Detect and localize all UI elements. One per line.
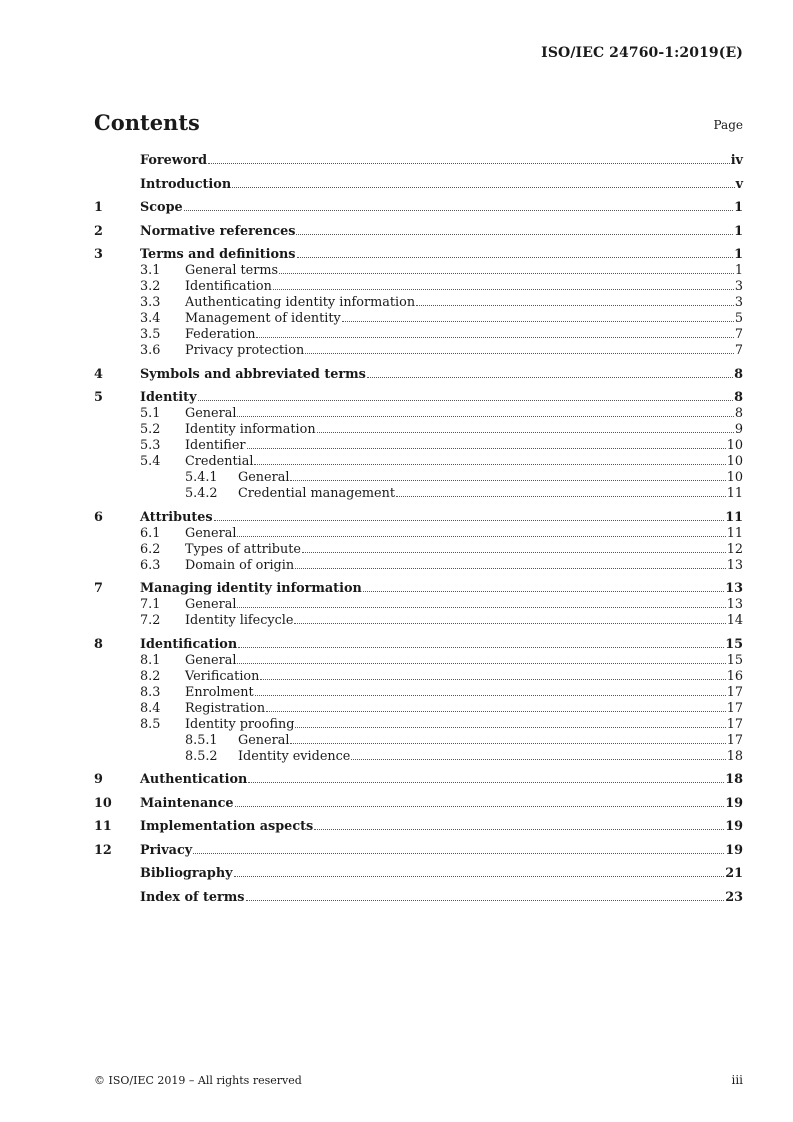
toc-entry-title: Identity	[140, 390, 197, 405]
toc-entry-number: 8.3	[140, 684, 161, 700]
toc-entry-title: General	[185, 525, 237, 541]
toc-entry[interactable]	[94, 343, 743, 359]
toc-entry-title: Normative references	[140, 223, 296, 239]
toc-entry[interactable]	[94, 486, 743, 502]
toc-entry[interactable]	[94, 558, 743, 574]
toc-entry-title: Maintenance	[140, 795, 234, 811]
toc-entry-title: Types of attribute	[185, 541, 301, 557]
toc-entry[interactable]	[94, 749, 743, 765]
toc-entry-number: 3.2	[140, 279, 161, 294]
toc-entry-number: 3	[94, 247, 103, 262]
dot-leader	[342, 321, 734, 322]
toc-entry-page: 8	[734, 390, 743, 405]
toc-entry[interactable]	[94, 772, 743, 788]
dot-leader	[254, 464, 725, 465]
toc-entry[interactable]	[94, 454, 743, 470]
toc-entry-page: 19	[725, 795, 743, 811]
toc-entry-page: 7	[734, 327, 743, 342]
dot-leader	[235, 806, 725, 807]
toc-entry[interactable]	[94, 526, 743, 542]
toc-entry-page: 9	[734, 422, 743, 437]
dot-leader	[256, 337, 733, 338]
toc-entry-page: 17	[726, 732, 743, 748]
toc-entry[interactable]	[94, 422, 743, 438]
toc-entry-number: 8.4	[140, 700, 161, 716]
dot-leader	[294, 623, 725, 624]
toc-entry-page: 14	[726, 613, 743, 628]
toc-entry[interactable]	[94, 510, 743, 526]
toc-entry-title: Registration	[185, 700, 266, 716]
toc-entry-title: Managing identity information	[140, 581, 362, 596]
toc-entry[interactable]	[94, 796, 743, 812]
toc-entry-page: 13	[726, 597, 743, 612]
dot-leader	[237, 663, 725, 664]
toc-entry-page: 3	[734, 295, 743, 310]
toc-entry-page: 21	[725, 866, 743, 881]
toc-entry-page: 13	[726, 557, 743, 573]
dot-leader	[351, 759, 725, 760]
toc-entry-number: 8.5.1	[185, 732, 218, 748]
dot-leader	[295, 727, 725, 728]
toc-entry-title: Authenticating identity information	[185, 295, 416, 310]
toc-entry[interactable]	[94, 390, 743, 406]
dot-leader	[314, 829, 724, 830]
toc-entry-number: 10	[94, 795, 112, 811]
page-column-label: Page	[713, 118, 743, 132]
toc-entry-page: 16	[726, 668, 743, 684]
toc-entry-number: 5.3	[140, 438, 161, 453]
dot-leader	[208, 163, 730, 164]
toc-entry[interactable]	[94, 295, 743, 311]
toc-entry-page: 11	[726, 486, 743, 501]
toc-entry-number: 5.1	[140, 406, 161, 421]
toc-entry-page: 18	[725, 772, 743, 787]
dot-leader	[302, 552, 726, 553]
toc-entry-page: 17	[726, 684, 743, 700]
toc-entry-number: 7.2	[140, 613, 161, 628]
toc-entry[interactable]	[94, 843, 743, 859]
toc-entry-number: 3.3	[140, 295, 161, 310]
toc-entry-number: 8.5.2	[185, 748, 218, 764]
toc-entry-number: 8	[94, 636, 103, 652]
dot-leader	[416, 305, 734, 306]
toc-entry[interactable]	[94, 200, 743, 216]
toc-entry-title: Authentication	[140, 772, 248, 787]
toc-entry-page: 12	[726, 541, 743, 557]
dot-leader	[255, 695, 726, 696]
toc-entry-number: 3.4	[140, 311, 161, 326]
toc-entry[interactable]	[94, 653, 743, 669]
dot-leader	[296, 234, 733, 235]
toc-entry-number: 6.2	[140, 541, 161, 557]
toc-entry-title: General	[185, 597, 237, 612]
dot-leader	[305, 353, 734, 354]
toc-entry-title: Credential	[185, 454, 254, 469]
toc-entry-page: 7	[734, 343, 743, 358]
toc-entry-title: Identifier	[185, 438, 246, 453]
toc-entry[interactable]	[94, 406, 743, 422]
toc-entry-title: Attributes	[140, 509, 213, 525]
toc-entry-number: 8.1	[140, 652, 161, 668]
toc-entry[interactable]	[94, 177, 743, 193]
toc-entry-page: iv	[730, 153, 743, 168]
toc-entry-page: 10	[726, 470, 743, 485]
toc-entry-page: 3	[734, 279, 743, 294]
toc-entry-title: Identity evidence	[238, 748, 351, 764]
toc-entry[interactable]	[94, 263, 743, 279]
toc-entry[interactable]	[94, 542, 743, 558]
dot-leader	[290, 743, 725, 744]
toc-entry-page: 15	[725, 636, 743, 652]
toc-entry[interactable]	[94, 613, 743, 629]
toc-entry-page: v	[735, 176, 743, 192]
toc-entry-title: General	[185, 406, 237, 421]
toc-entry-title: Identity information	[185, 422, 316, 437]
toc-entry-page: 19	[725, 842, 743, 858]
toc-entry-number: 3.5	[140, 327, 161, 342]
toc-entry[interactable]	[94, 890, 743, 906]
dot-leader	[396, 496, 726, 497]
dot-leader	[237, 536, 725, 537]
toc-entry-number: 3.1	[140, 263, 161, 278]
toc-entry[interactable]	[94, 717, 743, 733]
dot-leader	[237, 607, 725, 608]
toc-entry-title: General terms	[185, 263, 279, 278]
toc-entry-number: 11	[94, 819, 112, 834]
toc-entry-number: 5.4.2	[185, 486, 218, 501]
dot-leader	[237, 416, 733, 417]
dot-leader	[232, 187, 734, 188]
toc-entry-title: Privacy	[140, 842, 193, 858]
dot-leader	[260, 679, 725, 680]
toc-entry-number: 5.4.1	[185, 470, 218, 485]
toc-entry[interactable]	[94, 470, 743, 486]
dot-leader	[248, 782, 724, 783]
document-id: ISO/IEC 24760-1:2019(E)	[541, 45, 743, 61]
toc-entry[interactable]	[94, 311, 743, 327]
dot-leader	[266, 711, 726, 712]
toc-entry-title: Introduction	[140, 176, 232, 192]
dot-leader	[238, 647, 724, 648]
dot-leader	[234, 876, 725, 877]
toc-entry-title: Index of terms	[140, 889, 245, 905]
toc-entry-page: 11	[725, 509, 743, 525]
toc-entry-title: Credential management	[238, 486, 396, 501]
dot-leader	[273, 289, 734, 290]
toc-entry-title: Scope	[140, 200, 183, 215]
toc-entry-number: 6	[94, 509, 103, 525]
dot-leader	[184, 210, 733, 211]
toc-entry-number: 2	[94, 223, 103, 239]
toc-entry-page: 5	[734, 311, 743, 326]
toc-entry-title: Identity proofing	[185, 716, 295, 732]
toc-entry-page: 15	[726, 652, 743, 668]
toc-entry-title: General	[238, 732, 290, 748]
toc-entry-number: 12	[94, 842, 112, 858]
toc-entry-title: Terms and definitions	[140, 247, 296, 262]
toc-entry-title: Federation	[185, 327, 256, 342]
toc-entry-page: 17	[726, 700, 743, 716]
toc-entry[interactable]	[94, 819, 743, 835]
toc-entry-title: Privacy protection	[185, 343, 305, 358]
footer-copyright: © ISO/IEC 2019 – All rights reserved	[94, 1074, 302, 1087]
toc-entry[interactable]	[94, 637, 743, 653]
dot-leader	[297, 257, 734, 258]
toc-entry-page: 1	[734, 247, 743, 262]
toc-entry-page: 17	[726, 716, 743, 732]
toc-entry-number: 5	[94, 390, 103, 405]
toc-entry-number: 1	[94, 200, 103, 215]
dot-leader	[295, 568, 726, 569]
toc-entry[interactable]	[94, 153, 743, 169]
toc-entry-number: 3.6	[140, 343, 161, 358]
dot-leader	[247, 448, 726, 449]
toc-entry-title: Foreword	[140, 153, 208, 168]
toc-entry-title: General	[238, 470, 290, 485]
toc-entry-page: 1	[734, 200, 743, 215]
toc-entry-title: Symbols and abbreviated terms	[140, 366, 366, 382]
toc-entry-title: Domain of origin	[185, 557, 295, 573]
toc-entry-number: 4	[94, 366, 103, 382]
toc-entry-page: 19	[725, 819, 743, 834]
toc-entry[interactable]	[94, 669, 743, 685]
toc-entry-page: 1	[734, 263, 743, 278]
table-of-contents	[94, 153, 743, 906]
toc-entry[interactable]	[94, 367, 743, 383]
dot-leader	[279, 273, 734, 274]
toc-entry[interactable]	[94, 224, 743, 240]
toc-entry[interactable]	[94, 701, 743, 717]
toc-entry-title: Identity lifecycle	[185, 613, 294, 628]
toc-entry-number: 7	[94, 581, 103, 596]
toc-entry-page: 8	[734, 406, 743, 421]
toc-entry-number: 6.1	[140, 525, 161, 541]
toc-entry-number: 8.2	[140, 668, 161, 684]
toc-entry-title: Bibliography	[140, 866, 233, 881]
dot-leader	[198, 400, 734, 401]
toc-entry-page: 10	[726, 438, 743, 453]
toc-entry-page: 8	[734, 366, 743, 382]
toc-entry[interactable]	[94, 279, 743, 295]
toc-entry-title: Verification	[185, 668, 260, 684]
toc-entry-title: Management of identity	[185, 311, 341, 326]
footer-page-number: iii	[731, 1073, 743, 1087]
toc-entry-title: Implementation aspects	[140, 819, 314, 834]
toc-entry-title: General	[185, 652, 237, 668]
toc-entry-title: Identification	[185, 279, 272, 294]
toc-entry[interactable]	[94, 733, 743, 749]
dot-leader	[290, 480, 725, 481]
toc-entry-page: 1	[734, 223, 743, 239]
toc-entry-page: 11	[726, 525, 743, 541]
toc-entry-number: 5.2	[140, 422, 161, 437]
dot-leader	[193, 853, 724, 854]
toc-entry[interactable]	[94, 581, 743, 597]
toc-entry-number: 7.1	[140, 597, 161, 612]
toc-entry-title: Enrolment	[185, 684, 254, 700]
toc-entry-page: 23	[725, 889, 743, 905]
toc-entry-page: 10	[726, 454, 743, 469]
toc-entry[interactable]	[94, 438, 743, 454]
dot-leader	[246, 900, 725, 901]
toc-entry-number: 9	[94, 772, 103, 787]
toc-entry-page: 18	[726, 748, 743, 764]
dot-leader	[214, 520, 725, 521]
dot-leader	[367, 377, 733, 378]
page-title: Contents	[94, 110, 200, 135]
toc-entry[interactable]	[94, 597, 743, 613]
dot-leader	[363, 591, 724, 592]
toc-entry[interactable]	[94, 327, 743, 343]
toc-entry[interactable]	[94, 866, 743, 882]
toc-entry-number: 6.3	[140, 557, 161, 573]
dot-leader	[317, 432, 734, 433]
toc-entry[interactable]	[94, 247, 743, 263]
toc-entry-number: 8.5	[140, 716, 161, 732]
toc-entry[interactable]	[94, 685, 743, 701]
toc-entry-number: 5.4	[140, 454, 161, 469]
toc-entry-title: Identification	[140, 636, 238, 652]
toc-entry-page: 13	[725, 581, 743, 596]
